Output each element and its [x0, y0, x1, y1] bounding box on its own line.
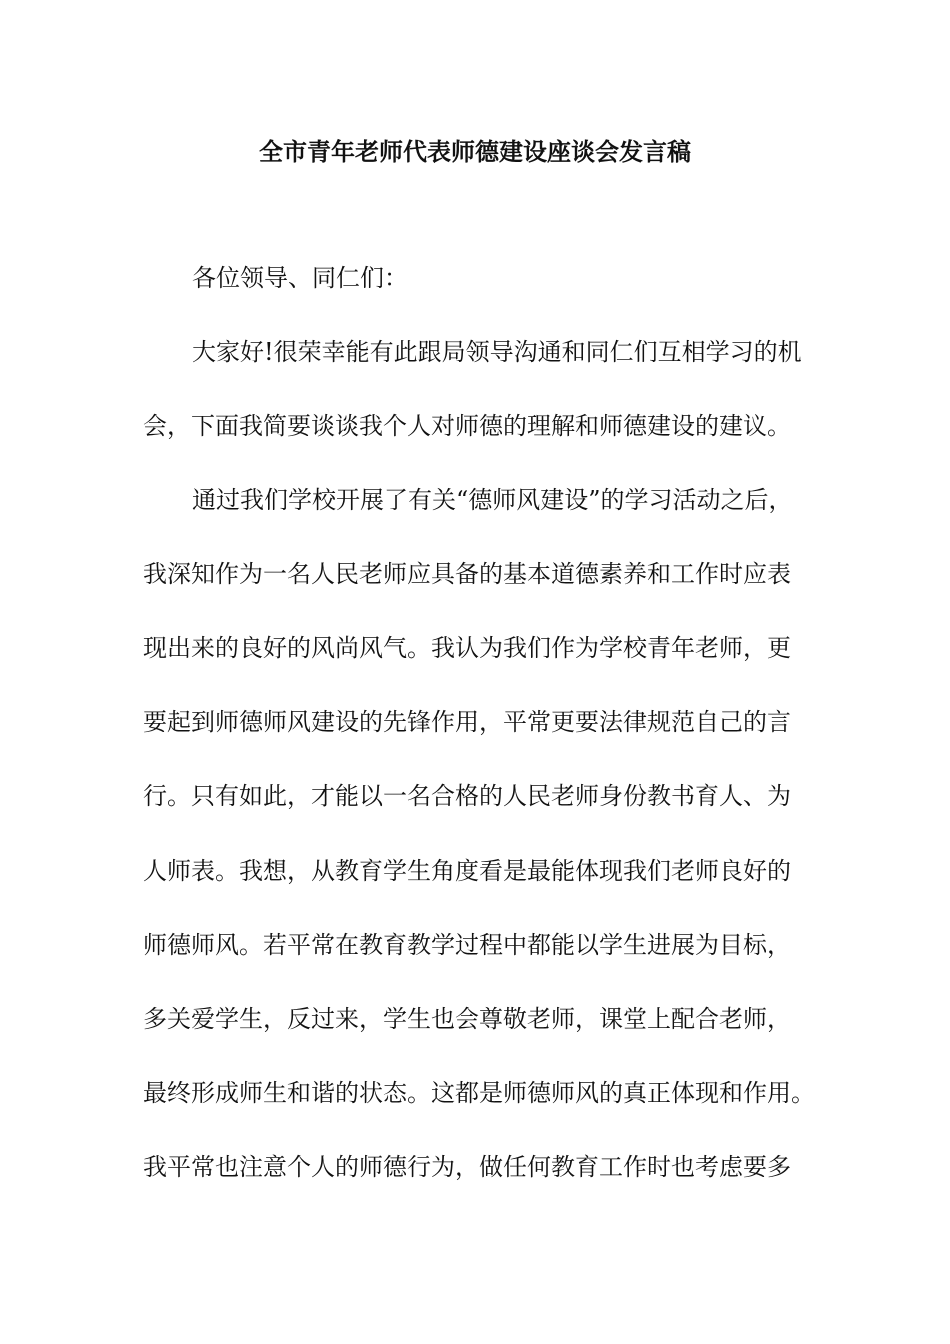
body-line: 师德师风。若平常在教育教学过程中都能以学生进展为目标， — [143, 931, 791, 959]
body-line: 我平常也注意个人的师德行为，做任何教育工作时也考虑要多 — [143, 1153, 791, 1181]
document-title: 全市青年老师代表师德建设座谈会发言稿 — [259, 137, 691, 166]
salutation-line: 各位领导、同仁们： — [192, 264, 408, 292]
body-line: 通过我们学校开展了有关“德师风建设”的学习活动之后， — [192, 486, 793, 514]
body-line: 大家好!很荣幸能有此跟局领导沟通和同仁们互相学习的机 — [192, 338, 802, 366]
body-line: 行。只有如此，才能以一名合格的人民老师身份教书育人、为 — [143, 782, 791, 810]
body-line: 多关爱学生，反过来，学生也会尊敬老师，课堂上配合老师， — [143, 1005, 791, 1033]
body-line: 人师表。我想，从教育学生角度看是最能体现我们老师良好的 — [143, 857, 791, 885]
body-line: 现出来的良好的风尚风气。我认为我们作为学校青年老师，更 — [143, 634, 791, 662]
body-line: 要起到师德师风建设的先锋作用，平常更要法律规范自己的言 — [143, 708, 791, 736]
body-line: 我深知作为一名人民老师应具备的基本道德素养和工作时应表 — [143, 560, 791, 588]
body-line: 最终形成师生和谐的状态。这都是师德师风的真正体现和作用。 — [143, 1079, 815, 1107]
body-line: 会，下面我简要谈谈我个人对师德的理解和师德建设的建议。 — [143, 412, 791, 440]
